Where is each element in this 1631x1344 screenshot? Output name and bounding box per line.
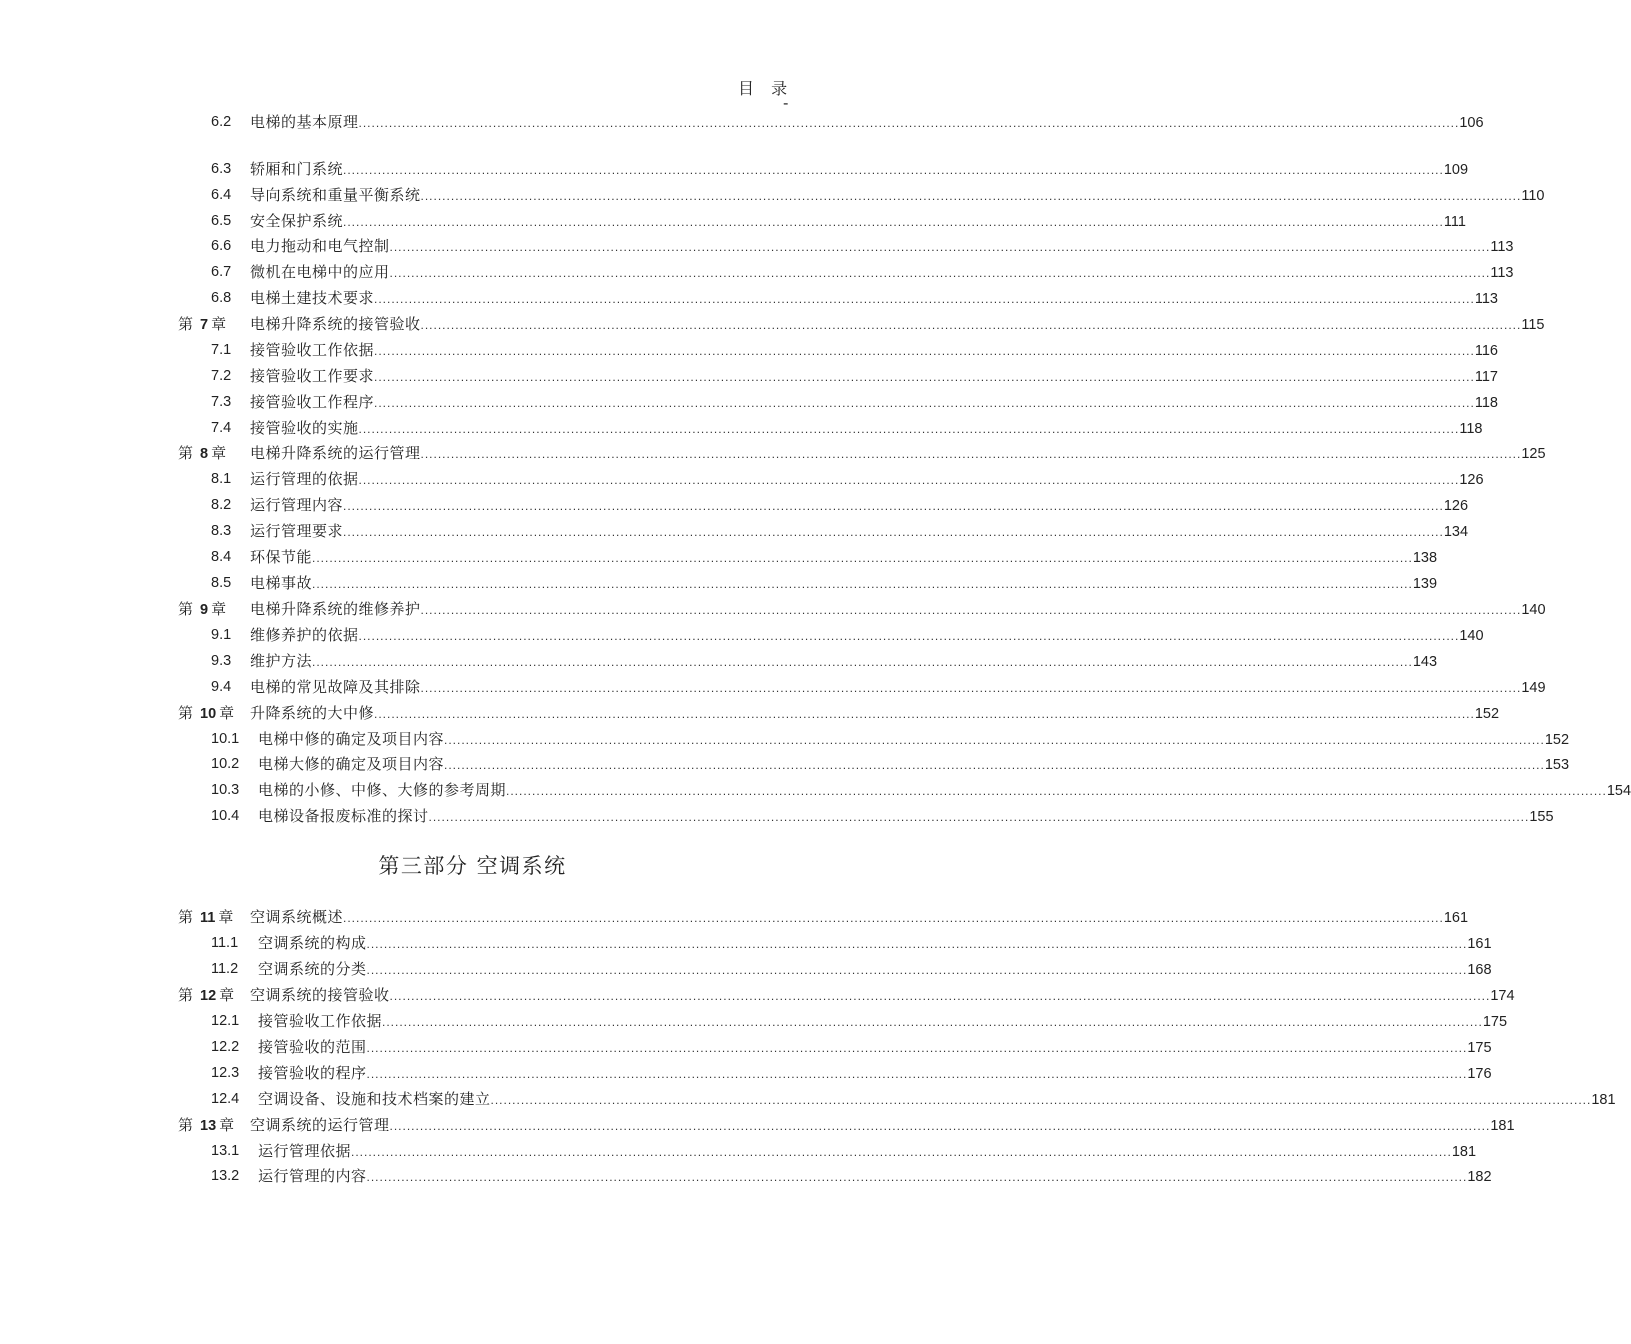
dot-leader: .............................................................................................................................................................................................................................................................. [351,1145,1452,1159]
dot-leader: .............................................................................................................................................................................................................................................................. [366,937,1468,951]
dot-leader: .............................................................................................................................................................................................................................................................. [420,318,1522,332]
toc-entry-number: 8.2 [211,497,232,513]
toc-entry-number: 第 13 章 [178,1116,235,1134]
toc-entry-number: 6.3 [211,161,232,177]
toc-entry-number: 8.5 [211,575,232,591]
toc-entry-number: 第 7 章 [178,315,227,333]
dot-leader: .............................................................................................................................................................................................................................................................. [374,344,1475,358]
toc-entry-page: 126 [1459,472,1484,488]
dot-leader: .............................................................................................................................................................................................................................................................. [343,911,1444,925]
dot-leader: .............................................................................................................................................................................................................................................................. [374,292,1475,306]
toc-entry-page: 182 [1467,1169,1492,1185]
toc-entry-page: 155 [1529,809,1554,825]
toc-entry-page: 113 [1490,239,1514,255]
dot-leader: .............................................................................................................................................................................................................................................................. [389,1119,1491,1133]
toc-entry[interactable] [0,983,1515,1007]
toc-entry-number: 8.1 [211,471,232,487]
toc-entry[interactable] [0,390,1498,414]
toc-entry-number: 第 11 章 [178,908,234,926]
toc-entry-page: 113 [1490,265,1514,281]
dot-leader: .............................................................................................................................................................................................................................................................. [428,810,1530,824]
toc-entry-title: 电梯事故 [250,574,313,592]
toc-entry-page: 110 [1521,188,1545,204]
toc-entry[interactable] [0,364,1498,388]
dot-leader: .............................................................................................................................................................................................................................................................. [358,422,1460,436]
toc-entry-title: 微机在电梯中的应用 [250,263,390,281]
toc-entry-page: 152 [1544,732,1570,748]
toc-entry-number: 13.1 [211,1143,240,1159]
dot-leader: .............................................................................................................................................................................................................................................................. [420,189,1522,203]
toc-entry-title: 空调系统的运行管理 [250,1116,390,1134]
toc-entry-number: 6.2 [211,114,232,130]
toc-entry-title: 接管验收工作依据 [250,341,375,359]
toc-entry-number: 10.4 [211,808,240,824]
dot-leader: .............................................................................................................................................................................................................................................................. [358,473,1460,487]
toc-entry-number: 7.2 [211,368,232,384]
toc-entry-number: 6.5 [211,213,232,229]
dot-leader: .............................................................................................................................................................................................................................................................. [420,447,1522,461]
toc-entry[interactable] [0,519,1469,543]
toc-entry-number: 9.4 [211,679,232,695]
toc-entry-number: 第 8 章 [178,444,227,462]
toc-entry-page: 140 [1521,602,1546,618]
toc-entry-title: 电梯的常见故障及其排除 [250,678,421,696]
toc-entry[interactable] [0,623,1484,647]
toc-entry-number: 8.3 [211,523,232,539]
toc-entry-title: 接管验收的程序 [258,1064,367,1082]
dot-leader: .............................................................................................................................................................................................................................................................. [389,989,1491,1003]
toc-entry-number: 7.4 [211,420,232,436]
toc-entry[interactable] [0,752,1570,776]
dot-leader: .............................................................................................................................................................................................................................................................. [343,525,1444,539]
dot-leader: .............................................................................................................................................................................................................................................................. [366,1067,1468,1081]
toc-entry-page: 174 [1490,988,1515,1004]
toc-entry-title: 电梯中修的确定及项目内容 [258,730,445,748]
toc-entry[interactable] [0,931,1492,955]
toc-entry-title: 电梯土建技术要求 [250,289,375,307]
dot-leader: .............................................................................................................................................................................................................................................................. [366,963,1468,977]
toc-entry-number: 10.2 [211,756,240,772]
toc-entry[interactable] [0,545,1438,569]
dot-leader: .............................................................................................................................................................................................................................................................. [358,116,1460,130]
toc-entry-title: 运行管理依据 [258,1142,352,1160]
toc-entry-number: 12.3 [211,1065,240,1081]
toc-entry-page: 109 [1443,162,1469,178]
dot-leader: .............................................................................................................................................................................................................................................................. [389,240,1491,254]
toc-entry-number: 第 9 章 [178,600,227,618]
toc-entry-title: 运行管理内容 [250,496,344,514]
toc-entry-title: 空调设备、设施和技术档案的建立 [258,1090,491,1108]
toc-entry[interactable] [0,1164,1492,1188]
toc-entry-number: 7.3 [211,394,232,410]
toc-entry-page: 125 [1521,446,1546,462]
toc-entry[interactable] [0,286,1498,310]
page-header-title: 目 录 [738,79,794,98]
toc-entry[interactable] [0,804,1554,828]
toc-entry-title: 电力拖动和电气控制 [250,237,390,255]
dot-leader: .............................................................................................................................................................................................................................................................. [374,370,1475,384]
toc-entry[interactable] [0,209,1466,233]
toc-entry-title: 运行管理的依据 [250,470,359,488]
dot-leader: .............................................................................................................................................................................................................................................................. [343,163,1444,177]
toc-entry[interactable] [0,1087,1616,1111]
toc-entry-number: 13.2 [211,1168,240,1184]
dot-leader: .............................................................................................................................................................................................................................................................. [506,784,1607,798]
toc-entry-page: 161 [1443,910,1469,926]
dot-leader: .............................................................................................................................................................................................................................................................. [374,707,1475,721]
toc-entry-page: 152 [1474,706,1500,722]
toc-entry-number: 7.1 [211,342,232,358]
toc-entry-number: 12.1 [211,1013,240,1029]
toc-entry-page: 143 [1412,654,1438,670]
toc-entry-title: 接管验收工作要求 [250,367,375,385]
dot-leader: .............................................................................................................................................................................................................................................................. [312,577,1413,591]
toc-entry[interactable] [0,1035,1492,1059]
dot-leader: .............................................................................................................................................................................................................................................................. [312,655,1413,669]
toc-entry-page: 161 [1467,936,1492,952]
toc-entry-title: 维护方法 [250,652,313,670]
dot-leader: .............................................................................................................................................................................................................................................................. [444,733,1545,747]
toc-entry-page: 181 [1451,1144,1477,1160]
toc-entry[interactable] [0,597,1546,621]
toc-entry-page: 175 [1467,1040,1492,1056]
toc-entry-number: 12.2 [211,1039,240,1055]
toc-entry[interactable] [0,493,1469,517]
toc-entry[interactable] [0,312,1545,336]
dot-leader: .............................................................................................................................................................................................................................................................. [389,266,1491,280]
toc-entry[interactable] [0,571,1438,595]
toc-entry-page: 149 [1521,680,1546,696]
toc-entry[interactable] [0,905,1469,929]
toc-entry[interactable] [0,649,1438,673]
toc-entry[interactable] [0,183,1545,207]
toc-entry-number: 10.3 [211,782,240,798]
toc-entry-title: 运行管理的内容 [258,1167,367,1185]
toc-entry-page: 154 [1606,783,1631,799]
dot-leader: .............................................................................................................................................................................................................................................................. [366,1170,1468,1184]
toc-entry-title: 空调系统的接管验收 [250,986,390,1004]
toc-entry[interactable] [0,260,1514,284]
toc-entry-title: 升降系统的大中修 [250,704,375,722]
toc-entry-number: 9.3 [211,653,232,669]
toc-entry[interactable] [0,675,1546,699]
toc-entry[interactable] [0,416,1483,440]
toc-entry[interactable] [0,157,1469,181]
toc-entry-title: 空调系统概述 [250,908,344,926]
toc-entry[interactable] [0,1061,1492,1085]
dot-leader: .............................................................................................................................................................................................................................................................. [358,629,1460,643]
dot-leader: .............................................................................................................................................................................................................................................................. [420,603,1522,617]
toc-entry-title: 接管验收的范围 [258,1038,367,1056]
dot-leader: .............................................................................................................................................................................................................................................................. [312,551,1413,565]
toc-entry-page: 116 [1474,343,1498,359]
toc-entry-number: 11.1 [211,935,239,951]
toc-entry-number: 6.8 [211,290,232,306]
dot-leader: .............................................................................................................................................................................................................................................................. [343,499,1444,513]
toc-entry-title: 环保节能 [250,548,313,566]
dot-leader: .............................................................................................................................................................................................................................................................. [382,1015,1483,1029]
toc-entry-number: 6.6 [211,238,232,254]
toc-entry-title: 接管验收的实施 [250,419,359,437]
dot-leader: .............................................................................................................................................................................................................................................................. [366,1041,1468,1055]
toc-entry[interactable] [0,727,1570,751]
toc-entry-title: 维修养护的依据 [250,626,359,644]
toc-entry-number: 第 12 章 [178,986,235,1004]
toc-entry-number: 8.4 [211,549,232,565]
toc-entry[interactable] [0,1139,1477,1163]
toc-entry[interactable] [0,1113,1515,1137]
toc-entry-page: 106 [1459,115,1484,131]
toc-entry-title: 安全保护系统 [250,212,344,230]
part-heading: 第三部分 空调系统 [378,854,567,878]
dot-leader: .............................................................................................................................................................................................................................................................. [444,758,1545,772]
toc-entry-page: 175 [1482,1014,1508,1030]
toc-entry-title: 运行管理要求 [250,522,344,540]
toc-entry-page: 111 [1443,214,1466,230]
toc-entry-page: 138 [1412,550,1438,566]
toc-entry[interactable] [0,1009,1508,1033]
toc-entry-number: 12.4 [211,1091,240,1107]
toc-entry-page: 168 [1467,962,1492,978]
toc-entry-page: 115 [1521,317,1545,333]
page-number-mark: - [783,94,789,112]
toc-entry-title: 电梯设备报废标准的探讨 [258,807,429,825]
toc-entry-number: 11.2 [211,961,239,977]
toc-entry-page: 117 [1474,369,1498,385]
toc-entry-page: 118 [1474,395,1498,411]
toc-entry-page: 134 [1443,524,1469,540]
toc-entry-title: 导向系统和重量平衡系统 [250,186,421,204]
toc-entry-page: 140 [1459,628,1484,644]
toc-entry-page: 176 [1467,1066,1492,1082]
toc-entry-number: 10.1 [211,731,240,747]
toc-entry-title: 电梯升降系统的维修养护 [250,600,421,618]
toc-entry[interactable] [0,701,1500,725]
toc-entry-number: 第 10 章 [178,704,235,722]
toc-entry-page: 153 [1544,757,1570,773]
toc-entry-number: 6.7 [211,264,232,280]
toc-entry[interactable] [0,110,1484,134]
toc-entry[interactable] [0,957,1492,981]
toc-entry-title: 空调系统的构成 [258,934,367,952]
toc-entry-title: 空调系统的分类 [258,960,367,978]
toc-entry-page: 126 [1443,498,1469,514]
toc-entry-number: 6.4 [211,187,232,203]
toc-entry-title: 电梯升降系统的运行管理 [250,444,421,462]
dot-leader: .............................................................................................................................................................................................................................................................. [343,215,1444,229]
toc-entry[interactable] [0,338,1498,362]
toc-entry-page: 113 [1474,291,1498,307]
toc-entry[interactable] [0,467,1484,491]
toc-entry-page: 118 [1459,421,1483,437]
toc-entry[interactable] [0,778,1631,802]
toc-entry[interactable] [0,441,1546,465]
dot-leader: .............................................................................................................................................................................................................................................................. [490,1093,1592,1107]
toc-entry[interactable] [0,234,1514,258]
toc-entry-title: 接管验收工作依据 [258,1012,383,1030]
toc-entry-title: 电梯的小修、中修、大修的参考周期 [258,781,507,799]
toc-entry-page: 181 [1591,1092,1616,1108]
toc-entry-title: 电梯大修的确定及项目内容 [258,755,445,773]
dot-leader: .............................................................................................................................................................................................................................................................. [420,681,1522,695]
toc-entry-title: 电梯升降系统的接管验收 [250,315,421,333]
dot-leader: .............................................................................................................................................................................................................................................................. [374,396,1475,410]
toc-entry-page: 139 [1412,576,1438,592]
toc-entry-page: 181 [1490,1118,1515,1134]
toc-entry-title: 轿厢和门系统 [250,160,344,178]
toc-entry-title: 接管验收工作程序 [250,393,375,411]
toc-entry-number: 9.1 [211,627,232,643]
toc-entry-title: 电梯的基本原理 [250,113,359,131]
